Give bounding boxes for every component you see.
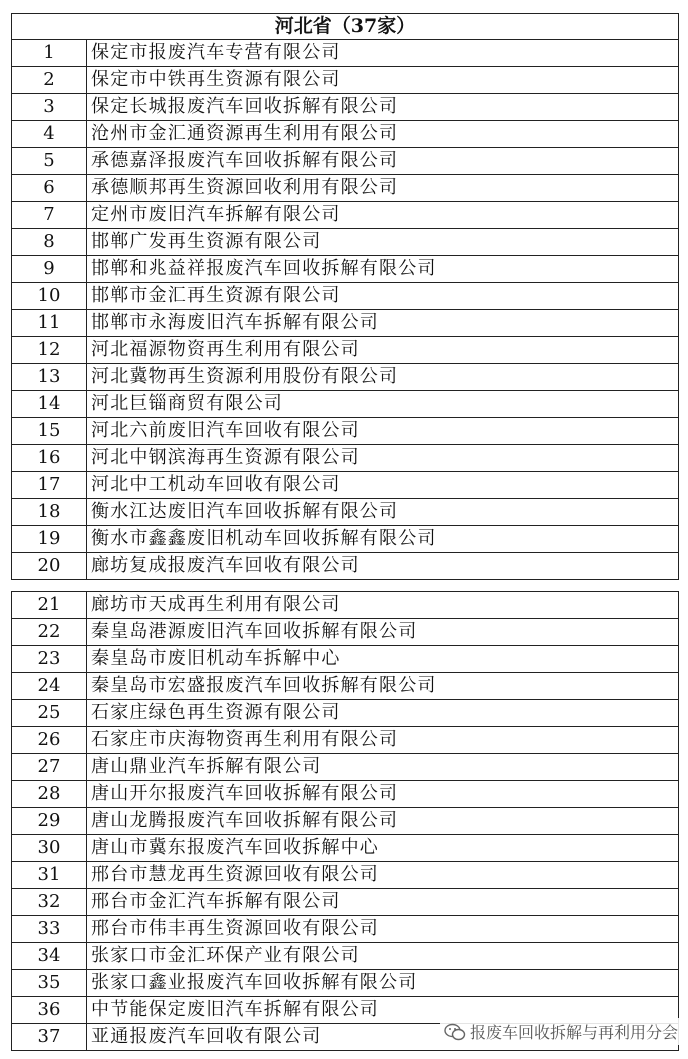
company-name: 邢台市慧龙再生资源回收有限公司: [87, 862, 679, 889]
row-number: 20: [12, 553, 87, 580]
company-name: 邯郸市金汇再生资源有限公司: [87, 283, 679, 310]
company-name: 河北福源物资再生利用有限公司: [87, 337, 679, 364]
row-number: 26: [12, 727, 87, 754]
company-name: 唐山鼎业汽车拆解有限公司: [87, 754, 679, 781]
table-row: [12, 916, 679, 943]
company-name: 邯郸和兆益祥报废汽车回收拆解有限公司: [87, 256, 679, 283]
table-row: [12, 754, 679, 781]
wechat-icon: [444, 1023, 466, 1041]
company-table-part-2: [11, 591, 679, 1051]
row-number: 35: [12, 970, 87, 997]
company-name: 承德嘉泽报废汽车回收拆解有限公司: [87, 148, 679, 175]
company-name: 唐山开尔报废汽车回收拆解有限公司: [87, 781, 679, 808]
table-row: [12, 310, 679, 337]
row-number: 19: [12, 526, 87, 553]
company-name: 秦皇岛市废旧机动车拆解中心: [87, 646, 679, 673]
table-row: [12, 862, 679, 889]
table-row: [12, 121, 679, 148]
company-name: 唐山龙腾报废汽车回收拆解有限公司: [87, 808, 679, 835]
row-number: 2: [12, 67, 87, 94]
row-number: 1: [12, 40, 87, 67]
row-number: 24: [12, 673, 87, 700]
company-name: 秦皇岛港源废旧汽车回收拆解有限公司: [87, 619, 679, 646]
table-row: [12, 472, 679, 499]
row-number: 29: [12, 808, 87, 835]
row-number: 28: [12, 781, 87, 808]
table-row: [12, 781, 679, 808]
table-row: [12, 526, 679, 553]
table-row: [12, 673, 679, 700]
row-number: 13: [12, 364, 87, 391]
row-number: 36: [12, 997, 87, 1024]
row-number: 4: [12, 121, 87, 148]
table-row: [12, 835, 679, 862]
table-row: [12, 256, 679, 283]
table-row: [12, 889, 679, 916]
row-number: 34: [12, 943, 87, 970]
row-number: 15: [12, 418, 87, 445]
row-number: 3: [12, 94, 87, 121]
table-row: [12, 619, 679, 646]
table-row: [12, 592, 679, 619]
table-title: 河北省（37家）: [12, 14, 679, 40]
company-name: 河北巨锱商贸有限公司: [87, 391, 679, 418]
row-number: 22: [12, 619, 87, 646]
table-row: [12, 646, 679, 673]
source-watermark: [440, 1018, 682, 1045]
company-name: 邢台市伟丰再生资源回收有限公司: [87, 916, 679, 943]
table-row: [12, 40, 679, 67]
company-name: 河北冀物再生资源利用股份有限公司: [87, 364, 679, 391]
row-number: 11: [12, 310, 87, 337]
table-row: [12, 700, 679, 727]
company-name: 承德顺邦再生资源回收利用有限公司: [87, 175, 679, 202]
table-row: [12, 283, 679, 310]
company-name: 秦皇岛市宏盛报废汽车回收拆解有限公司: [87, 673, 679, 700]
row-number: 5: [12, 148, 87, 175]
table-row: [12, 202, 679, 229]
company-name: 保定长城报废汽车回收拆解有限公司: [87, 94, 679, 121]
row-number: 30: [12, 835, 87, 862]
company-name: 河北六前废旧汽车回收有限公司: [87, 418, 679, 445]
row-number: 12: [12, 337, 87, 364]
company-name: 石家庄市庆海物资再生利用有限公司: [87, 727, 679, 754]
company-name: 邯郸市永海废旧汽车拆解有限公司: [87, 310, 679, 337]
company-name: 张家口市金汇环保产业有限公司: [87, 943, 679, 970]
company-name: 石家庄绿色再生资源有限公司: [87, 700, 679, 727]
company-name: 亚通报废汽车回收有限公司: [87, 1024, 679, 1051]
table-row: [12, 229, 679, 256]
table-row: [12, 94, 679, 121]
company-name: 唐山市冀东报废汽车回收拆解中心: [87, 835, 679, 862]
company-name: 沧州市金汇通资源再生利用有限公司: [87, 121, 679, 148]
company-name: 保定市中铁再生资源有限公司: [87, 67, 679, 94]
company-name: 中节能保定废旧汽车拆解有限公司: [87, 997, 679, 1024]
company-name: 衡水市鑫鑫废旧机动车回收拆解有限公司: [87, 526, 679, 553]
row-number: 10: [12, 283, 87, 310]
row-number: 25: [12, 700, 87, 727]
row-number: 9: [12, 256, 87, 283]
row-number: 32: [12, 889, 87, 916]
company-name: 邢台市金汇汽车拆解有限公司: [87, 889, 679, 916]
row-number: 23: [12, 646, 87, 673]
table-row: [12, 970, 679, 997]
table-row: [12, 67, 679, 94]
row-number: 18: [12, 499, 87, 526]
row-number: 37: [12, 1024, 87, 1051]
row-number: 8: [12, 229, 87, 256]
table-row: [12, 175, 679, 202]
table-title-row: [12, 14, 679, 40]
company-name: 邯郸广发再生资源有限公司: [87, 229, 679, 256]
watermark-text: 报废车回收拆解与再利用分会: [469, 1023, 678, 1042]
row-number: 21: [12, 592, 87, 619]
company-name: 保定市报废汽车专营有限公司: [87, 40, 679, 67]
company-table-part-1: [11, 13, 679, 580]
company-name: 河北中钢滨海再生资源有限公司: [87, 445, 679, 472]
row-number: 6: [12, 175, 87, 202]
row-number: 14: [12, 391, 87, 418]
table-row: [12, 808, 679, 835]
table-row: [12, 418, 679, 445]
table-row: [12, 148, 679, 175]
table-row: [12, 391, 679, 418]
row-number: 16: [12, 445, 87, 472]
table-row: [12, 499, 679, 526]
table-row: [12, 943, 679, 970]
company-name: 张家口鑫业报废汽车回收拆解有限公司: [87, 970, 679, 997]
company-name: 河北中工机动车回收有限公司: [87, 472, 679, 499]
table-row: [12, 445, 679, 472]
row-number: 27: [12, 754, 87, 781]
company-name: 定州市废旧汽车拆解有限公司: [87, 202, 679, 229]
company-name: 廊坊市天成再生利用有限公司: [87, 592, 679, 619]
row-number: 17: [12, 472, 87, 499]
table-row: [12, 553, 679, 580]
table-row: [12, 337, 679, 364]
row-number: 33: [12, 916, 87, 943]
row-number: 7: [12, 202, 87, 229]
table-row: [12, 727, 679, 754]
row-number: 31: [12, 862, 87, 889]
table-row: [12, 364, 679, 391]
company-name: 廊坊复成报废汽车回收有限公司: [87, 553, 679, 580]
company-name: 衡水江达废旧汽车回收拆解有限公司: [87, 499, 679, 526]
